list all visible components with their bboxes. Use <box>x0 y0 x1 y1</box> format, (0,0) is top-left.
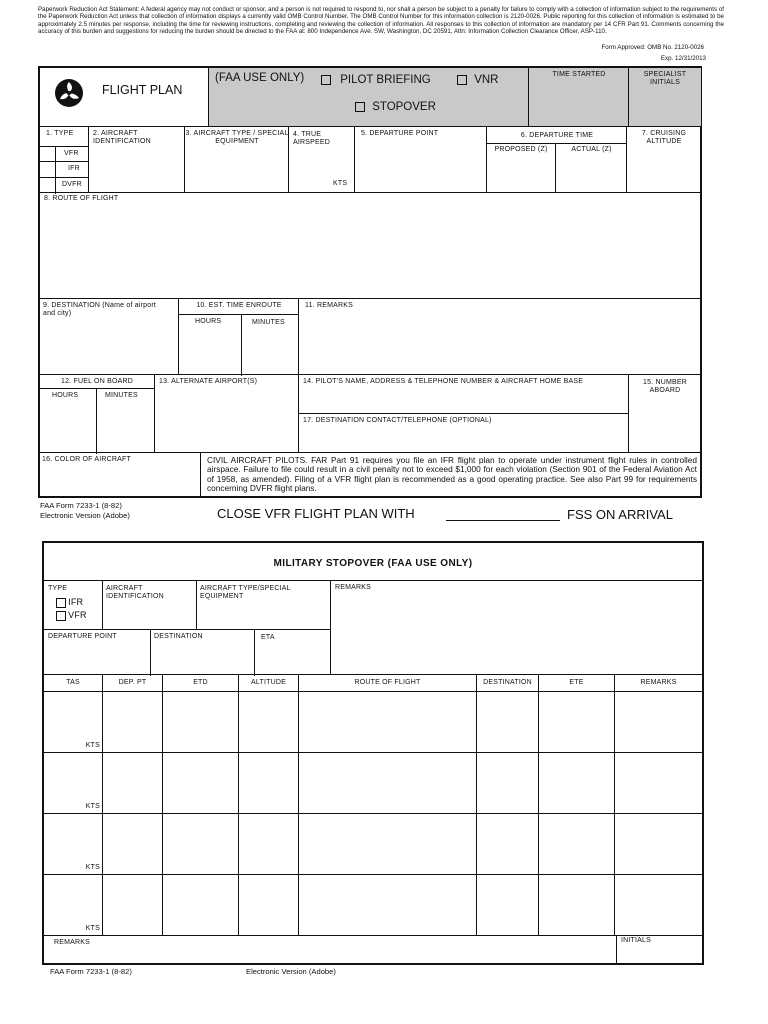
aircraft-color-label: 16. COLOR OF AIRCRAFT <box>42 456 131 463</box>
leg-cell[interactable] <box>298 691 476 753</box>
actual-label: ACTUAL (Z) <box>571 146 612 153</box>
mil-vfr-checkbox[interactable] <box>56 611 66 621</box>
leg-cell[interactable] <box>238 874 298 936</box>
close-vfr-text: CLOSE VFR FLIGHT PLAN WITH <box>217 506 415 521</box>
mil-departure-point-field[interactable] <box>44 629 150 676</box>
pilot-briefing-option[interactable] <box>321 74 431 86</box>
est-time-enroute-label: 10. EST. TIME ENROUTE <box>196 302 282 309</box>
column-header-destination: DESTINATION <box>476 675 538 691</box>
mil-aircraft-id-field[interactable] <box>102 581 197 629</box>
leg-cell[interactable] <box>238 813 298 875</box>
leg-cell[interactable] <box>298 813 476 875</box>
mil-bottom-remarks-field[interactable] <box>44 935 616 964</box>
number-aboard-field[interactable] <box>628 375 701 453</box>
mil-ifr-option[interactable] <box>56 598 83 608</box>
row-fuel <box>40 374 700 453</box>
tas-kts-label: KTS <box>85 803 100 810</box>
leg-cell[interactable] <box>44 752 102 814</box>
enroute-minutes-field[interactable] <box>242 314 299 376</box>
departure-point-field[interactable] <box>354 127 487 193</box>
fuel-minutes-label: MINUTES <box>105 392 138 399</box>
fuel-on-board-label: 12. FUEL ON BOARD <box>61 378 133 385</box>
leg-cell[interactable] <box>614 691 702 753</box>
tas-kts-label: KTS <box>85 742 100 749</box>
stopover-checkbox[interactable] <box>355 102 365 112</box>
est-time-enroute-group <box>178 299 299 375</box>
alternate-airport-field[interactable] <box>154 375 299 453</box>
row-color <box>40 452 700 497</box>
military-title: MILITARY STOPOVER (FAA USE ONLY) <box>273 558 473 569</box>
leg-cell[interactable] <box>298 752 476 814</box>
aircraft-id-label: 2. AIRCRAFT IDENTIFICATION <box>93 130 151 145</box>
civil-pilots-notice: CIVIL AIRCRAFT PILOTS. FAR Part 91 requires you file an IFR flight plan to operate under instrument flight rules in controlled airspace. Failure to file could result in a civil penalty not to exceed $1,000 for each violation (Section 901 of the Federal Aviation Act of 1958, as amended). Filing of a VFR flight plan is recommended as a good operating practice. See also Part 99 for requirements concerning DVFR flight plans. <box>207 455 697 494</box>
leg-cell[interactable] <box>614 874 702 936</box>
leg-cell[interactable] <box>476 691 538 753</box>
expiration-date: Exp. 12/31/2013 <box>660 55 706 62</box>
leg-cell[interactable] <box>238 752 298 814</box>
paperwork-notice: Paperwork Reduction Act Statement: A federal agency may not conduct or sponsor, and a person is not required to respond to, nor shall a person be subject to a penalty for failure to comply with a collection of information subject to the requirements of the Paperwork Reduction Act unless that collection of information displays a currently valid OMB Control Number. The OMB Control Number for this information collection is 2120-0026. Public reporting for this collection of information is estimated to be approximately 2.5 minutes per response, including the time for reviewing instructions, completing and reviewing the collection of information. All responses to this collection of information are mandatory per 14 CFR Part 91. Comments concerning the accuracy of this burden and suggestions for reducing the burden should be directed to the FAA at: 800 Independence Ave. SW, Washington, DC 20591, Attn: Information Collection Clearance Officer, ASP-110. <box>38 6 724 36</box>
column-header-etd: ETD <box>162 675 238 691</box>
column-header-altitude: ALTITUDE <box>238 675 298 691</box>
aircraft-color-field[interactable] <box>40 453 201 497</box>
faa-use-only-area <box>208 68 529 126</box>
cruising-altitude-label: 7. CRUISING ALTITUDE <box>641 130 687 145</box>
route-of-flight-field[interactable] <box>40 192 700 299</box>
mil-destination-label: DESTINATION <box>154 633 203 640</box>
mil-remarks-label: REMARKS <box>335 584 372 591</box>
departure-time-group <box>486 127 627 193</box>
leg-cell[interactable] <box>44 813 102 875</box>
stopover-option[interactable] <box>355 101 436 113</box>
leg-cell[interactable] <box>44 874 102 936</box>
enroute-minutes-label: MINUTES <box>252 319 285 326</box>
specialist-initials-box[interactable] <box>628 68 701 126</box>
leg-cell[interactable] <box>614 752 702 814</box>
leg-cell[interactable] <box>538 691 614 753</box>
column-header-ete: ETE <box>538 675 614 691</box>
form-number-1: FAA Form 7233-1 (8-82) <box>40 501 122 510</box>
leg-cell[interactable] <box>476 813 538 875</box>
airspeed-kts-label: KTS <box>333 180 348 187</box>
remarks-label: 11. REMARKS <box>305 302 353 309</box>
leg-cell[interactable] <box>162 813 238 875</box>
leg-cell[interactable] <box>44 691 102 753</box>
leg-cell[interactable] <box>476 752 538 814</box>
mil-aircraft-type-field[interactable] <box>196 581 331 629</box>
enroute-hours-field[interactable] <box>179 314 242 376</box>
column-header-dep-pt: DEP. PT <box>102 675 162 691</box>
cruising-altitude-field[interactable] <box>626 127 701 193</box>
departure-point-label: 5. DEPARTURE POINT <box>361 130 439 137</box>
leg-cell[interactable] <box>162 874 238 936</box>
mil-initials-field[interactable] <box>616 935 703 964</box>
true-airspeed-label: 4. TRUE AIRSPEED <box>293 131 330 146</box>
pilot-info-field[interactable] <box>299 375 629 414</box>
vnr-checkbox[interactable] <box>457 75 467 85</box>
form-title: FLIGHT PLAN <box>102 83 183 97</box>
aircraft-type-label: 3. AIRCRAFT TYPE / SPECIAL EQUIPMENT <box>185 130 289 145</box>
leg-cell[interactable] <box>102 752 162 814</box>
faa-logo-icon <box>54 78 84 108</box>
mil-ifr-checkbox[interactable] <box>56 598 66 608</box>
specialist-initials-label: SPECIALIST INITIALS <box>643 71 687 86</box>
mil-destination-field[interactable] <box>150 629 255 676</box>
actual-time-field[interactable] <box>556 143 627 193</box>
military-info-block <box>44 580 702 675</box>
column-header-route-of-flight: ROUTE OF FLIGHT <box>298 675 476 691</box>
vnr-label: VNR <box>474 74 499 86</box>
leg-cell[interactable] <box>298 874 476 936</box>
leg-cell[interactable] <box>614 813 702 875</box>
number-aboard-label: 15. NUMBER ABOARD <box>642 379 687 394</box>
mil-bottom-remarks-label: REMARKS <box>54 939 91 946</box>
departure-time-label: 6. DEPARTURE TIME <box>520 132 594 139</box>
type-options <box>40 146 88 194</box>
mil-departure-point-label: DEPARTURE POINT <box>48 633 117 640</box>
mil-remarks-field[interactable] <box>330 581 703 675</box>
mil-type-label: TYPE <box>48 585 68 592</box>
leg-cell[interactable] <box>538 752 614 814</box>
remarks-field[interactable] <box>298 299 701 375</box>
form-number-2: FAA Form 7233-1 (8-82) <box>50 967 132 976</box>
proposed-time-field[interactable] <box>487 143 556 193</box>
column-header-remarks: REMARKS <box>614 675 702 691</box>
electronic-version-2: Electronic Version (Adobe) <box>246 967 336 976</box>
dvfr-option-label[interactable]: DVFR <box>62 181 82 188</box>
leg-cell[interactable] <box>476 874 538 936</box>
ifr-option-label[interactable]: IFR <box>68 165 80 172</box>
leg-cell[interactable] <box>162 691 238 753</box>
pilot-info-label: 14. PILOT'S NAME, ADDRESS & TELEPHONE NUMBER & AIRCRAFT HOME BASE <box>303 378 584 385</box>
faa-use-only-label: (FAA USE ONLY) <box>215 72 305 84</box>
time-started-label: TIME STARTED <box>552 71 606 78</box>
enroute-hours-label: HOURS <box>195 318 222 325</box>
aircraft-type-field[interactable] <box>184 127 289 193</box>
destination-field[interactable] <box>40 299 178 375</box>
fuel-on-board-group <box>40 375 154 453</box>
aircraft-id-field[interactable] <box>88 127 185 193</box>
pilot-info-group <box>298 375 629 453</box>
mil-type-group <box>44 581 102 629</box>
leg-cell[interactable] <box>538 813 614 875</box>
mil-eta-label: ETA <box>261 634 275 641</box>
electronic-version-1: Electronic Version (Adobe) <box>40 511 130 520</box>
mil-ifr-label: IFR <box>68 597 84 607</box>
column-header-tas: TAS <box>66 679 80 686</box>
leg-cell[interactable] <box>238 691 298 753</box>
row-aircraft-info <box>40 126 700 193</box>
route-of-flight-label: 8. ROUTE OF FLIGHT <box>44 195 119 202</box>
destination-contact-label: 17. DESTINATION CONTACT/TELEPHONE (OPTIONAL) <box>303 417 492 424</box>
fuel-minutes-field[interactable] <box>97 388 154 454</box>
row-destination <box>40 298 700 375</box>
stopover-label: STOPOVER <box>372 101 436 113</box>
time-started-box[interactable] <box>528 68 629 126</box>
military-stopover-form <box>42 541 704 965</box>
mil-aircraft-type-label: AIRCRAFT TYPE/SPECIAL EQUIPMENT <box>200 585 291 600</box>
vfr-option-label[interactable]: VFR <box>64 150 79 157</box>
pilot-briefing-checkbox[interactable] <box>321 75 331 85</box>
destination-label: 9. DESTINATION (Name of airport and city) <box>43 302 157 317</box>
mil-eta-field[interactable] <box>254 629 331 676</box>
mil-vfr-label: VFR <box>68 610 87 620</box>
leg-cell[interactable] <box>102 813 162 875</box>
mil-aircraft-id-label: AIRCRAFT IDENTIFICATION <box>106 585 164 600</box>
vnr-option[interactable] <box>457 74 498 86</box>
leg-cell[interactable] <box>162 752 238 814</box>
fss-on-arrival-text: FSS ON ARRIVAL <box>567 507 673 522</box>
alternate-airport-label: 13. ALTERNATE AIRPORT(S) <box>159 378 258 385</box>
military-leg-table <box>44 674 702 944</box>
proposed-label: PROPOSED (Z) <box>494 146 548 153</box>
mil-initials-label: INITIALS <box>621 937 651 944</box>
destination-contact-field[interactable] <box>299 414 629 453</box>
type-label: 1. TYPE <box>46 130 74 137</box>
mil-vfr-option[interactable] <box>56 611 87 621</box>
tas-kts-label: KTS <box>85 925 100 932</box>
fss-name-field[interactable] <box>446 520 560 521</box>
leg-cell[interactable] <box>102 874 162 936</box>
leg-cell[interactable] <box>102 691 162 753</box>
fuel-hours-label: HOURS <box>52 392 79 399</box>
flight-plan-form <box>38 66 702 498</box>
tas-kts-label: KTS <box>85 864 100 871</box>
true-airspeed-field[interactable] <box>288 127 355 193</box>
pilot-briefing-label: PILOT BRIEFING <box>340 74 431 86</box>
leg-cell[interactable] <box>538 874 614 936</box>
fuel-hours-field[interactable] <box>40 388 97 454</box>
form-approved: Form Approved: OMB No. 2120-0026 <box>601 44 704 51</box>
